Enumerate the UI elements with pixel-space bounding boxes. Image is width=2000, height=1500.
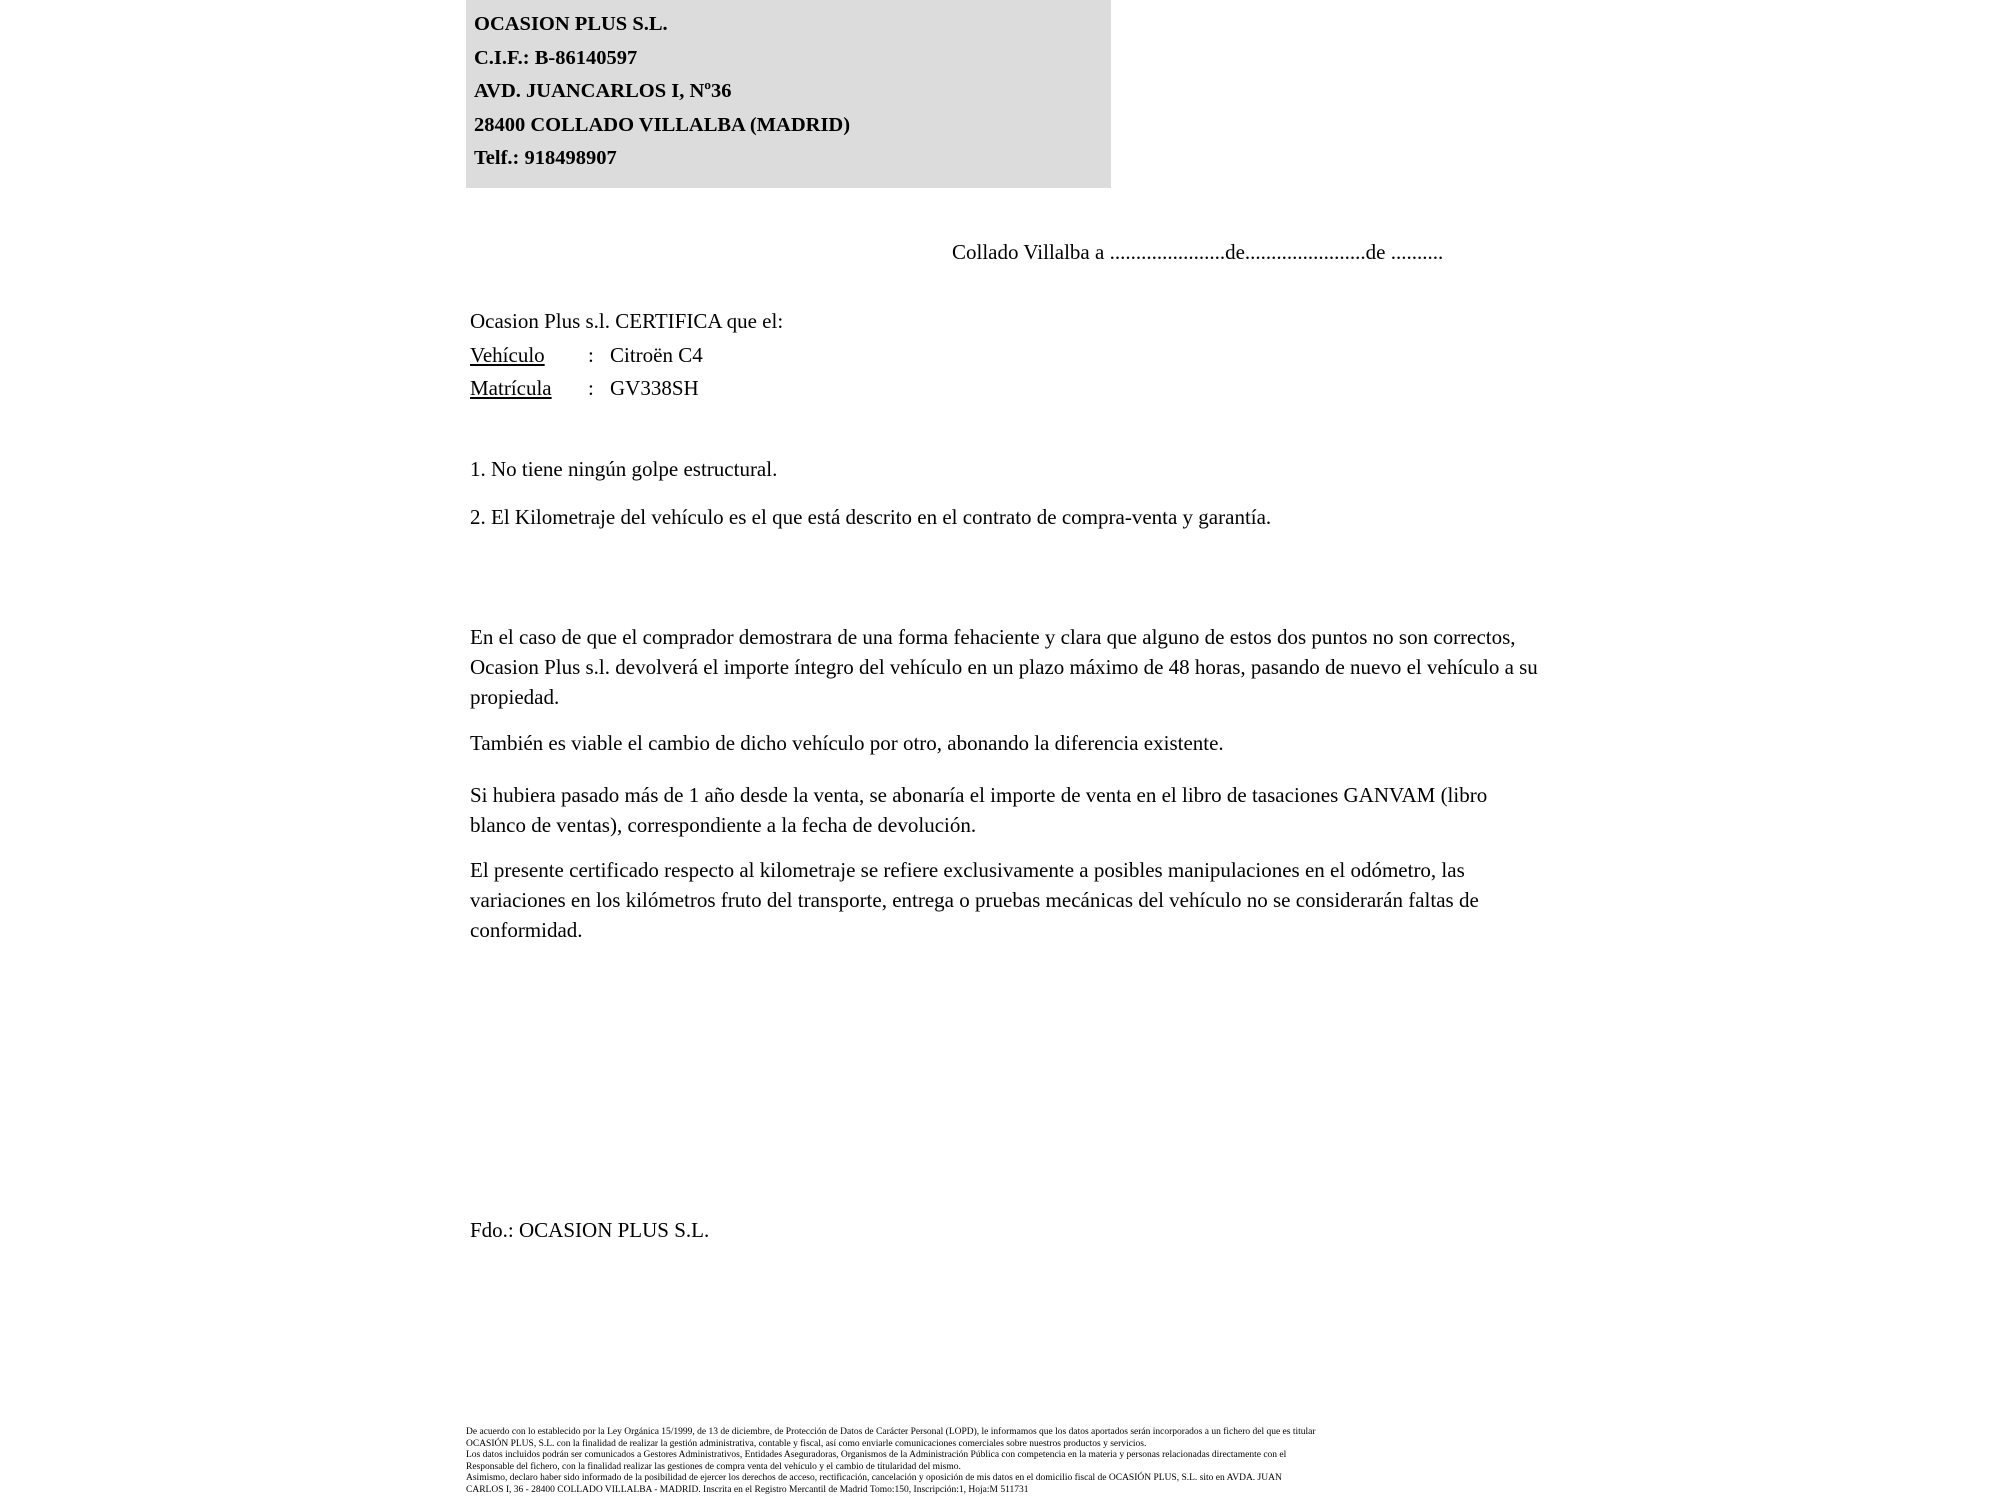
certification-intro: Ocasion Plus s.l. CERTIFICA que el: — [470, 309, 784, 333]
date-line: Collado Villalba a ......................de.......................de .......... — [952, 240, 1444, 264]
plate-label: Matrícula — [470, 376, 552, 400]
plate-separator: : — [588, 376, 594, 400]
certification-block — [470, 305, 783, 406]
company-name: OCASION PLUS S.L. — [474, 13, 668, 35]
signature-line: Fdo.: OCASION PLUS S.L. — [470, 1218, 710, 1242]
company-city: 28400 COLLADO VILLALBA (MADRID) — [474, 113, 851, 136]
legal-line-6: CARLOS I, 36 - 28400 COLLADO VILLALBA - MADRID. Inscrita en el Registro Mercantil de Madrid Tomo:150, Inscripción:1, Hoja:M 511731 — [466, 1484, 1029, 1495]
letterhead-block — [466, 0, 1111, 188]
vehicle-row — [470, 339, 783, 373]
company-cif: C.I.F.: B-86140597 — [474, 46, 638, 69]
vehicle-value: Citroën C4 — [610, 342, 703, 367]
legal-line-2: OCASIÓN PLUS, S.L. con la finalidad de realizar la gestión administrativa, contable y fiscal, así como enviarle comunicaciones comerciales sobre nuestros productos y servicios. — [466, 1438, 1147, 1449]
legal-line-5: Asimismo, declaro haber sido informado de la posibilidad de ejercer los derechos de acceso, rectificación, cancelación y oposición de mis datos en el domicilio fiscal de OCASIÓN PLUS, S.L. sito en AVDA. JUAN — [466, 1473, 1282, 1484]
vehicle-label: Vehículo — [470, 342, 545, 367]
company-address: AVD. JUANCARLOS I, Nº36 — [474, 80, 732, 102]
plate-row — [470, 372, 783, 406]
company-phone: Telf.: 918498907 — [474, 147, 617, 169]
legal-line-4: Responsable del fichero, con la finalidad realizar las gestiones de compra venta del vehículo y el cambio de titularidad del mismo. — [466, 1461, 961, 1472]
legal-line-3: Los datos incluidos podrán ser comunicados a Gestores Administrativos, Entidades Aseguradoras, Organismos de la Administración Pública con competencia en la materia y personas relacionadas directamente con el — [466, 1450, 1287, 1461]
body-paragraph-4: El presente certificado respecto al kilometraje se refiere exclusivamente a posibles manipulaciones en el odómetro, las variaciones en los kilómetros fruto del transporte, entrega o pruebas mecánicas del vehículo no se considerarán faltas de conformidad. — [470, 858, 1479, 942]
legal-line-1: De acuerdo con lo establecido por la Ley Orgánica 15/1999, de 13 de diciembre, de Protección de Datos de Carácter Personal (LOPD), le informamos que los datos aportados serán incorporados a un fichero del que es titular — [466, 1427, 1316, 1437]
body-paragraph-1: En el caso de que el comprador demostrara de una forma fehaciente y clara que alguno de estos dos puntos no son correctos, Ocasion Plus s.l. devolverá el importe íntegro del vehículo en un plazo máximo de 48 horas, pasando de nuevo el vehículo a su propiedad. — [470, 625, 1538, 709]
certification-point-1: 1. No tiene ningún golpe estructural. — [470, 457, 778, 481]
vehicle-separator: : — [588, 342, 594, 367]
certification-point-2: 2. El Kilometraje del vehículo es el que está descrito en el contrato de compra-venta y garantía. — [470, 505, 1272, 529]
plate-value: GV338SH — [610, 376, 699, 400]
body-paragraph-3: Si hubiera pasado más de 1 año desde la venta, se abonaría el importe de venta en el libro de tasaciones GANVAM (libro blanco de ventas), correspondiente a la fecha de devolución. — [470, 783, 1488, 837]
body-paragraph-2: También es viable el cambio de dicho vehículo por otro, abonando la diferencia existente. — [470, 731, 1224, 755]
legal-footer — [466, 1427, 1566, 1497]
